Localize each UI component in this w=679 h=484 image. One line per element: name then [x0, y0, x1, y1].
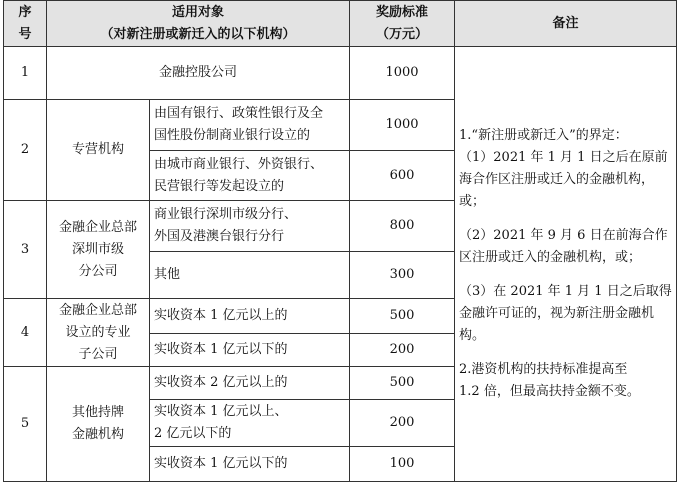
reward-cell: 300: [350, 252, 455, 299]
remarks-para-2: （2）2021 年 9 月 6 日在前海合作 区注册或迁入的金融机构，或；: [459, 228, 668, 265]
header-remarks: 备注: [455, 1, 677, 47]
category-cell: 专营机构: [47, 100, 150, 201]
seq-cell: 4: [4, 299, 47, 367]
reward-cell: 200: [350, 400, 455, 447]
remarks-para-4: 2.港资机构的扶持标准提高至 1.2 倍，但最高扶持金额不变。: [459, 362, 640, 399]
category-cell: 金融控股公司: [47, 47, 350, 100]
reward-cell: 200: [350, 334, 455, 367]
reward-cell: 100: [350, 447, 455, 482]
remarks-cell: [455, 47, 677, 482]
header-seq: 序 号: [4, 1, 47, 47]
seq-cell: 1: [4, 47, 47, 100]
reward-cell: 500: [350, 367, 455, 400]
seq-cell: 3: [4, 201, 47, 299]
seq-cell: 2: [4, 100, 47, 201]
remarks-para-1: 1.“新注册或新迁入”的界定： （1）2021 年 1 月 1 日之后在原前 海合作区注册或迁入的金融机构， 或；: [459, 128, 668, 209]
reward-cell: 1000: [350, 47, 455, 100]
desc-cell: 其他: [150, 252, 350, 299]
category-cell: 金融企业总部 深圳市级 分公司: [47, 201, 150, 299]
reward-cell: 1000: [350, 100, 455, 151]
desc-cell: 商业银行深圳市级分行、 外国及港澳台银行分行: [150, 201, 350, 252]
remarks-para-3: （3）在 2021 年 1 月 1 日之后取得 金融许可证的，视为新注册金融机 构。: [459, 284, 672, 343]
desc-cell: 实收资本 1 亿元以下的: [150, 447, 350, 482]
desc-cell: 由国有银行、政策性银行及全 国性股份制商业银行设立的: [150, 100, 350, 151]
reward-cell: 600: [350, 151, 455, 201]
reward-cell: 500: [350, 299, 455, 334]
header-target: 适用对象 （对新注册或新迁入的以下机构）: [47, 1, 350, 47]
desc-cell: 实收资本 1 亿元以上的: [150, 299, 350, 334]
desc-cell: 实收资本 1 亿元以下的: [150, 334, 350, 367]
seq-cell: 5: [4, 367, 47, 482]
category-cell: 其他持牌 金融机构: [47, 367, 150, 482]
category-cell: 金融企业总部 设立的专业 子公司: [47, 299, 150, 367]
header-reward: 奖励标准 （万元）: [350, 1, 455, 47]
desc-cell: 实收资本 1 亿元以上、 2 亿元以下的: [150, 400, 350, 447]
reward-standards-table: [3, 0, 677, 482]
desc-cell: 由城市商业银行、外资银行、 民营银行等发起设立的: [150, 151, 350, 201]
desc-cell: 实收资本 2 亿元以上的: [150, 367, 350, 400]
reward-cell: 800: [350, 201, 455, 252]
